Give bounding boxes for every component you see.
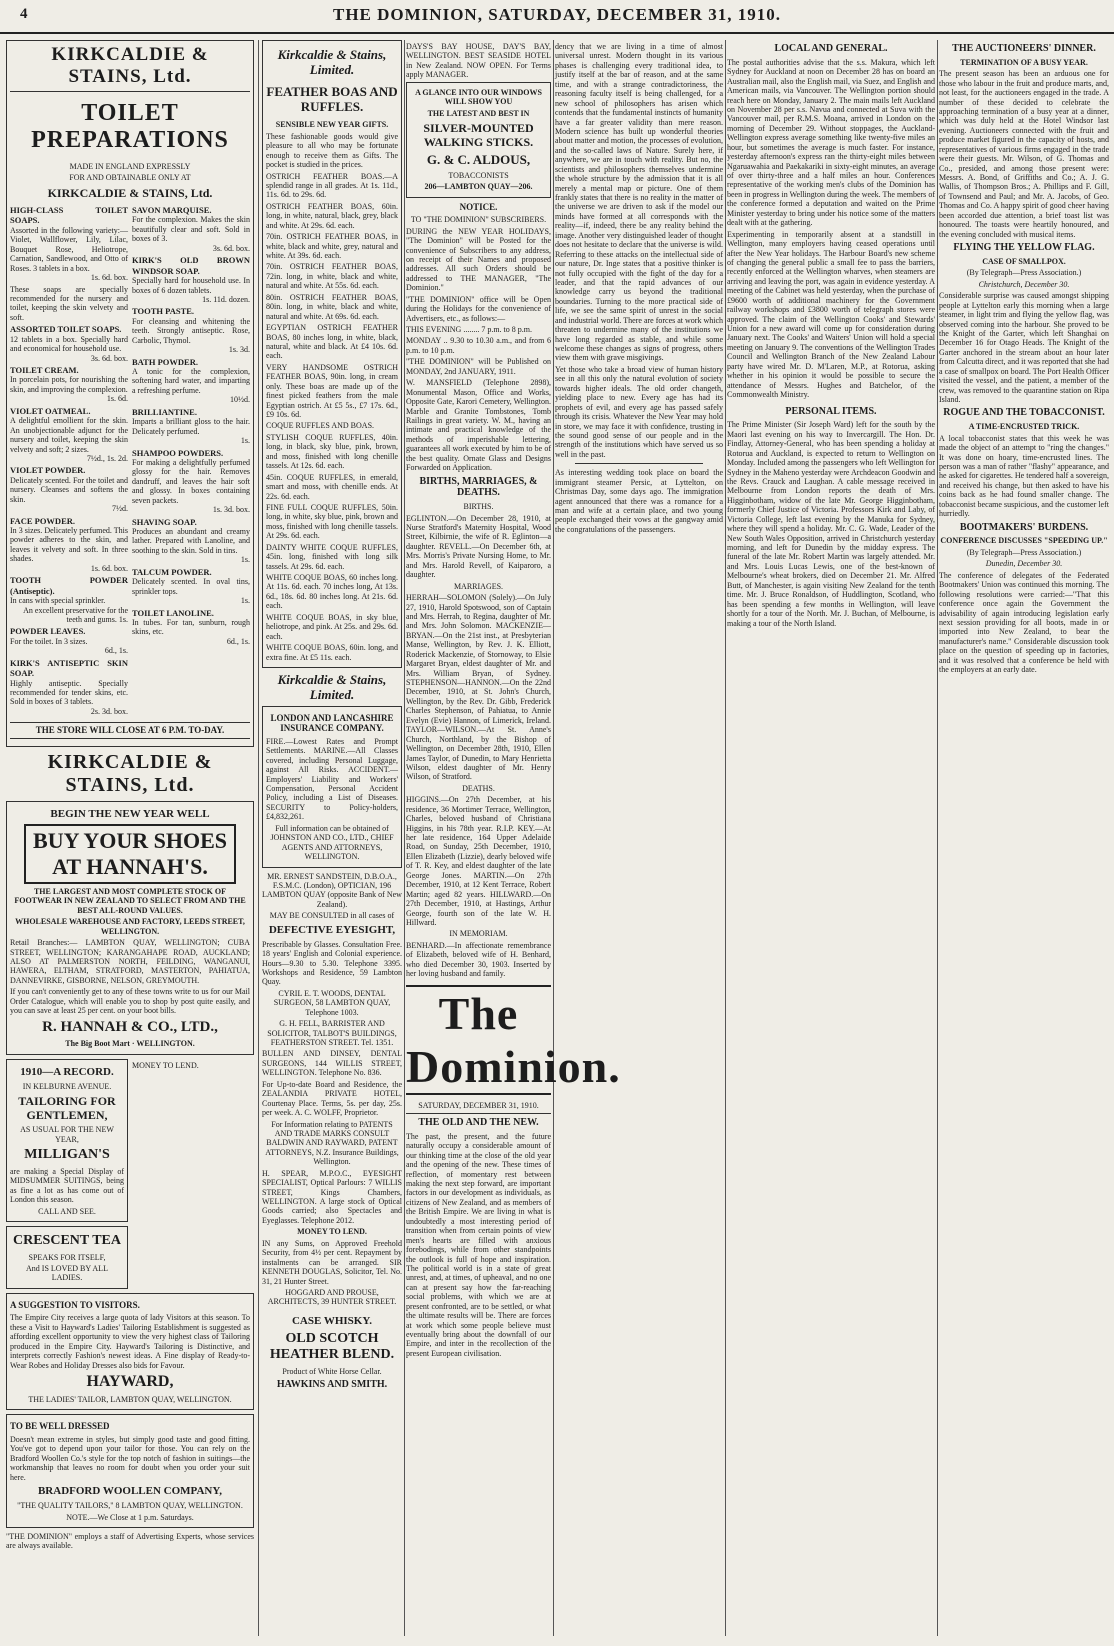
wedding-story: As interesting wedding took place on board the immigrant steamer Persic, at Lyttelton, on Christmas Day, some days ago. The immigration agent announced that there was a romance for a man and wife at a certain place, and two young people exchanged their vows at the gangway amid the congratulations of the passengers. bbox=[555, 468, 723, 534]
product-item bbox=[10, 575, 128, 624]
product-price: 1s. 6d. box. bbox=[90, 563, 128, 573]
section-heading-personal: PERSONAL ITEMS. bbox=[785, 405, 877, 417]
product-price: 1s. bbox=[240, 555, 250, 565]
ad-company: HAYWARD, bbox=[86, 1373, 174, 1391]
product-desc: Specially hard for household use. In boxes of 6 dozen tablets. bbox=[132, 276, 250, 295]
product-desc: In 3 sizes. Delicately perfumed. This powder adheres to the skin, and leaves it velvety and soft. In three shades. bbox=[10, 526, 128, 564]
hotel-ad: DAYS'S BAY HOUSE, DAY'S BAY, WELLINGTON. BEST SEASIDE HOTEL in New Zealand. NOW OPEN. For Terms apply MANAGER. bbox=[406, 42, 551, 80]
product-desc: A tonic for the complexion, softening hard water, and imparting a refreshing perfume. bbox=[132, 367, 250, 395]
ad-company: BRADFORD WOOLLEN COMPANY, bbox=[37, 1485, 223, 1498]
deaths-body: HIGGINS.—On 27th December, at his residence, 36 Mortimer Terrace, Wellington, Charles, beloved husband of Christiana Higgins, in his 78th year. R.I.P. KEY.—At her late residence, 164 Upper Adelaide Road, on Sunday, 25th December, 1910, Ellen Elizabeth (Lizzie), dearly beloved wife of T. R. Key, and eldest daughter of the late George Jones. MARTIN.—On 27th December, 1910, at 12 Kent Terrace, Robert Martin; aged 82 years. HILLWARD.—On 27th December, 1910, at Hastings, Arthur George, fourth son of the late W. H. Hillward. bbox=[406, 795, 551, 927]
product-price: 1s. 6d. box. bbox=[90, 273, 128, 283]
story-body: Considerable surprise was caused amongst shipping people at Lyttelton early this morning when a large steamer, in light trim and flying the yellow flag, was observed coming into the harbour. She proved to be the Knight of the Garter, which left Shanghai on December 16 for Otago Heads. The Knight of the Garter anchored in the stream about an hour later from Calcutta direct, and it was reported that she had a case of smallpox on board. The Port Health Officer visited the vessel, and the patient, a member of the crew, was removed to the quarantine station on Ripa Island. bbox=[939, 291, 1109, 405]
product-name: TOILET CREAM. bbox=[10, 365, 79, 376]
product-item bbox=[132, 357, 250, 405]
product-name: ASSORTED TOILET SOAPS. bbox=[10, 324, 122, 335]
editorial-body: The past, the present, and the future naturally occupy a considerable amount of our thinking time at the close of the old year and the opening of the new. These times of reflection, of momentary rest between making the next step forward, are important factors in our development as individuals, as citizens of New Zealand, and as members of the British Empire. We are living in what is undoubtedly a most interesting period of transition when from certain points of view men's hearts are filled with anxious forebodings, while from other standpoints the outlook is full of hope and inspiration. The political world is in a state of great unrest, and, at times, of upheaval, and no one can at present say how the far-reaching social problems, with which we are at present confronted, are to be settled, or what the ultimate results will be. There are forces at work which some people believe must eventually bring about the downfall of our Empire, and inter in the recollection of the present European civilisation. bbox=[406, 1131, 551, 1358]
patents-ad: For Information relating to PATENTS AND TRADE MARKS CONSULT BALDWIN AND RAYWARD, PATENT ATTORNEYS, N.Z. Insurance Buildings, Wellington. bbox=[265, 1119, 399, 1167]
dominion-note: "THE DOMINION" employs a staff of Advertising Experts, whose services are always available. bbox=[6, 1532, 254, 1551]
product-desc: Imparts a brilliant gloss to the hair. Delicately perfumed. bbox=[132, 417, 250, 436]
product-name: KIRK'S OLD BROWN WINDSOR SOAP. bbox=[132, 255, 250, 276]
product-item bbox=[10, 205, 128, 283]
local-news: Experimenting in temporarily absent at a standstill in Wellington, many employers having ceased operations until after the New Year holidays. The Harbour Board's new scheme of changing the general public a small fee to pass the barriers, recently enforced at the Wellington wharves, when steamers are arriving and leaving the port, was again in evidence yesterday. A meeting of the Cabinet was held yesterday, when the purchase of £9600 worth of additional machinery for the Government railway workshops and £3800 worth of telegraph stores were approved. The claim of the Wellington Cooks' and Stewards' Union for a new award will come up for consideration during January next. The Cooks' and Waiters' Union will hold a special meeting on January 9. The conventions of the Wellington Trades Council and Wellington Branch of the New Zealand Labour party have wired Mr. D. M'Laren, M.P., at Rotorua, asking whether in his opinion it would be possible to secure the attendance of Messrs. Hughes and Batchelor, of the Commonwealth Ministry. bbox=[727, 229, 935, 400]
whisky-company: HAWKINS AND SMITH. bbox=[276, 1379, 388, 1391]
product-desc: For making a delightfully perfumed glossy for the hair. Removes dandruff, and leaves the hair soft and glossy. In boxes containing seven packets. bbox=[132, 457, 250, 505]
boa-item: EGYPTIAN OSTRICH FEATHER BOAS, 80 inches long, in white, black, natural, white and black. At £4 10s. 6d. each. bbox=[266, 323, 398, 361]
product-name: VIOLET POWDER. bbox=[10, 465, 86, 476]
product-item bbox=[10, 658, 128, 717]
boa-item: WHITE COQUE BOAS, in sky blue, heliotrope, and pink. At 25s. and 29s. 6d. each. bbox=[266, 612, 398, 641]
product-name: TALCUM POWDER. bbox=[132, 566, 212, 577]
story-body: A local tobacconist states that this week he was made the object of an attempt to "ring the changes." It was done on hoary, time-encrusted lines. The person was a man of rather "flashy" appearance, and he asked for cigarettes. He tendered half a sovereign, and received his change, but then asked to have his coins back as he had found smaller change. The tobacconist became suspicious, and the customer left hurriedly. bbox=[939, 433, 1109, 519]
ad-heading: TAILORING FOR GENTLEMEN, bbox=[18, 1094, 116, 1123]
office-notice: "THE DOMINION" office will be Open during the Holidays for the convenience of Advertisers, etc., as follows:— bbox=[406, 294, 551, 323]
product-list-left bbox=[10, 203, 128, 718]
ad-heading: TO BE WELL DRESSED bbox=[10, 1421, 110, 1432]
optician-ad: MR. ERNEST SANDSTEIN, D.B.O.A., F.S.M.C. (London), OPTICIAN, 196 LAMBTON QUAY (opposite Bank of New Zealand). bbox=[262, 871, 402, 909]
product-price: 1s. 11d. dozen. bbox=[202, 294, 250, 304]
product-desc: For the toilet. In 3 sizes. bbox=[10, 636, 88, 646]
ad-brand: Kirkcaldie & Stains, Limited. bbox=[277, 47, 387, 78]
product-price: 1s. bbox=[240, 436, 250, 446]
hayward-ad bbox=[6, 1293, 254, 1411]
editorial-heading: THE OLD AND THE NEW. bbox=[406, 1113, 551, 1129]
whisky-heading: CASE WHISKY. bbox=[291, 1314, 373, 1327]
whisky-sub: Product of White Horse Cellar. bbox=[282, 1366, 382, 1376]
ad-sub: SENSIBLE NEW YEAR GIFTS. bbox=[275, 120, 389, 130]
ad-brand: Kirkcaldie & Stains, Limited. bbox=[277, 671, 387, 703]
ad-sub: And IS LOVED BY ALL LADIES. bbox=[26, 1263, 108, 1283]
product-name: FACE POWDER. bbox=[10, 515, 76, 526]
notice-body: DURING the NEW YEAR HOLIDAYS, "The Dominion" will be Posted for the convenience of Subscribers to any address, on receipt of their Names and proposed addresses. All such Orders should be addressed to THE MANAGER, "The Dominion." bbox=[406, 226, 551, 293]
ad-sub: NOTE.—We Close at 1 p.m. Saturdays. bbox=[66, 1512, 194, 1522]
product-desc: Assorted in the following variety:—Violet, Wallflower, Lily, Lilac, Bouquet Rose, Heliotrope, Carnation, Sandlewood, and Otto of Roses. 3 tablets in a box. bbox=[10, 225, 128, 273]
story-subheading: CONFERENCE DISCUSSES "SPEEDING UP." bbox=[940, 536, 1108, 546]
product-price: 7½d. bbox=[112, 504, 128, 514]
product-name: SHAVING SOAP. bbox=[132, 516, 197, 527]
notice-sub: TO "THE DOMINION" SUBSCRIBERS. bbox=[410, 215, 547, 225]
product-price: 6d., 1s. bbox=[226, 636, 250, 646]
boa-item: DAINTY WHITE COQUE RUFFLES, 45in. long, finished with long silk tassels. At 29s. 6d. each. bbox=[266, 542, 398, 571]
office-hours: THIS EVENING ........ 7 p.m. to 8 p.m. bbox=[406, 325, 532, 334]
product-price: 6d., 1s. bbox=[104, 646, 128, 656]
feather-boas-ad bbox=[262, 40, 402, 668]
ad-brand: KIRKCALDIE & STAINS, Ltd. bbox=[51, 44, 209, 87]
product-name: BATH POWDER. bbox=[132, 356, 198, 367]
column-1 bbox=[6, 40, 254, 1636]
ad-sub: CALL AND SEE. bbox=[38, 1206, 96, 1216]
ad-body: WHOLESALE WAREHOUSE AND FACTORY, LEEDS STREET, WELLINGTON. bbox=[15, 917, 245, 936]
ad-heading: A SUGGESTION TO VISITORS. bbox=[10, 1299, 140, 1310]
dominion-logo: The Dominion. bbox=[406, 985, 551, 1095]
ad-sub: THE LADIES' TAILOR, LAMBTON QUAY, WELLINGTON. bbox=[28, 1394, 232, 1404]
product-name: SHAMPOO POWDERS. bbox=[132, 447, 224, 458]
product-name: TOILET LANOLINE. bbox=[132, 607, 214, 618]
dentist-ad: BULLEN AND DINSEY, DENTAL SURGEONS, 144 WILLIS STREET, WELLINGTON. Telephone No. 836. bbox=[262, 1049, 402, 1078]
product-item bbox=[10, 365, 128, 404]
story-heading: FLYING THE YELLOW FLAG. bbox=[953, 242, 1095, 254]
architects-ad: HOGGARD AND PROUSE, ARCHITECTS, 39 HUNTER STREET. bbox=[267, 1287, 397, 1307]
ad-heading: BEGIN THE NEW YEAR WELL bbox=[50, 807, 210, 820]
product-item bbox=[132, 306, 250, 354]
memoriam-body: BENHARD.—In affectionate remembrance of Elizabeth, beloved wife of H. Benhard, who died December 30, 1903. Inserted by her loving husband and family. bbox=[406, 940, 551, 979]
product-desc: These soaps are specially recommended for the nursery and toilet, keeping the skin velvety and soft. bbox=[10, 284, 128, 322]
deaths-heading: DEATHS. bbox=[462, 783, 495, 793]
ad-body: Retail Branches:— LAMBTON QUAY, WELLINGTON; CUBA STREET, WELLINGTON; KARANGAHAPE ROAD, AUCKLAND; ALSO AT PALMERSTON NORTH, FEILDING, WANGANUI, HAWERA, ELTHAM, STRATFORD, MASTERTON, PAHIATUA, DANNEVIRKE, GISBORNE, NELSON, GREYMOUTH. bbox=[10, 938, 250, 985]
births-heading: BIRTHS. bbox=[463, 502, 494, 512]
product-desc: For the complexion. Makes the skin beautifully clear and soft. Sold in boxes of 3. bbox=[132, 215, 250, 244]
boa-item: 70in. OSTRICH FEATHER BOAS, in white, black and white, grey, natural and white. At 39s. 6d. each. bbox=[266, 232, 398, 260]
product-desc: Highly antiseptic. Specially recommended for tender skins, etc. Sold in boxes of 3 tablets. bbox=[10, 678, 128, 707]
ad-body: are making a Special Display of MIDSUMMER SUITINGS, being as fine a lot as has come out of London this season. bbox=[10, 1166, 124, 1205]
product-name: BRILLIANTINE. bbox=[132, 406, 197, 417]
ad-sub: AS USUAL FOR THE NEW YEAR, bbox=[20, 1125, 114, 1144]
hotel-ad: For Up-to-date Board and Residence, the ZEALANDIA PRIVATE HOTEL, Courtenay Place. Terms, 5s. per day, 25s. per week. A. C. WOLFF, Proprietor. bbox=[262, 1079, 402, 1118]
boa-item: COQUE RUFFLES AND BOAS. bbox=[266, 421, 375, 431]
money-to-lend-ad: MONEY TO LEND. bbox=[132, 1060, 199, 1070]
aldous-ad bbox=[406, 82, 551, 198]
crescent-tea-ad bbox=[6, 1226, 128, 1289]
story-subheading: CASE OF SMALLPOX. bbox=[982, 256, 1066, 266]
ad-company: MILLIGAN'S bbox=[24, 1147, 110, 1163]
editorial-continued: Yet those who take a broad view of human history see in all this only the natural evolution of society towards higher ideals. The old order changeth, yielding place to new. Every age has had its prophets of evil, and every age has passed safely through its crisis. Whatever the New Year may hold in store, we may face it with confidence, trusting in the sound good sense of our people and in the strength of the institutions which have served us so well in the past. bbox=[555, 364, 723, 459]
local-news: The postal authorities advise that the s.s. Makura, which left Sydney for Auckland at noon on December 28 has on board an Australian mail, also the English mail, via Suez, and English and American mails, via Vancouver. The Wellington portion should reach here on Monday, January 2. The main mails left Auckland on November 28 per s.s. Navua and connected at Suva with the Vancouver mail, per R.M.S. Moana, arrived in London on the morning of December 29. Without stoppages, the Auckland-Wellington express average something like twenty-five miles an hour, but sometimes the average is much faster. For instance, yesterday afternoon's express ran the thirty-eight miles between Ngaruawahia and Paekakariki in sixty-eight minutes, an average of over thirty-three and a half miles an hour. Conferences representative of the working men's clubs of the Dominion has been in progress in Wellington during the week. The members of the conference formed a deputation and waited on the Prime Minister yesterday to bring under his notice some of the matters dealt with at the gathering. bbox=[727, 57, 935, 228]
product-desc: For cleansing and whitening the teeth. Strongly antiseptic. Rose, Carbolic, Thymol. bbox=[132, 316, 250, 345]
product-list-right bbox=[132, 203, 250, 718]
optician-ad: Prescribable by Glasses. Consultation Free. 18 years' English and Colonial experience. Hours—9.30 to 5.30. Telephone 3395. Workshops and Residence, 59 Lambton Quay. bbox=[262, 939, 402, 987]
ad-body: The Empire City receives a large quota of lady Visitors at this season. To these a Visit to Hayward's Ladies' Tailoring Establishment is suggested as affording excellent opportunity to view the very highest class of Tailoring produced in the Empire City. Hayward's Tailoring is Distinctive, and interprets correctly Fashion's newest ideas. A Fine display of Ready-to-Wear Robes and Holiday Dresses also bids for Favour. bbox=[10, 1313, 250, 1370]
product-item bbox=[132, 517, 250, 565]
eyesight-ad: H. SPEAR, M.P.O.C., EYESIGHT SPECIALIST, Optical Parlours: 7 WILLIS STREET, Kings Chambers, WELLINGTON. A large stock of Optical Goods carried; also Spectacles and Eyeglasses. Telephone 2012. bbox=[262, 1168, 402, 1225]
ad-body: FIRE.—Lowest Rates and Prompt Settlements. MARINE.—All Classes covered, including Personal Luggage, against All Risks. ACCIDENT.—Employers' Liability and Workers' Compensation, Personal Accident Policy, including a List of Diseases. SECURITY to Policy-holders, £4,832,261. bbox=[266, 736, 398, 822]
ad-headline: SILVER-MOUNTED WALKING STICKS. bbox=[423, 121, 534, 150]
product-name: TOOTH POWDER (Antiseptic). bbox=[10, 575, 128, 596]
product-price: 3s. 6d. box. bbox=[90, 353, 128, 363]
store-hours-note: THE STORE WILL CLOSE AT 6 P.M. TO-DAY. bbox=[10, 722, 250, 739]
story-body: The present season has been an arduous one for those who labour in the fruit and produce marts, and, not least, for the auctioneers engaged in the trade. A number of these decided to celebrate the approaching termination of a busy year at a dinner, which was duly held at the Hotel Windsor last evening. Auctioneers connected with the fruit and produce market figured in the capacity of hosts, and representatives of various firms engaged in the trade were their guests. Mr. Wilson, of G. Thomas and Co., presided, and among those present were: Messrs. A. Bond, of Griffiths and Co.; A. J. G. Wallis, of Thompson Bros.; A. Phillips and F. Gill, of Townsend and Paul; and Mr. A. Jacobs, of Geo. Thomas and Co. A happy spirit of good cheer having been accorded due attention, a brief toast list was honoured. The toasts were heartily honoured, and the evening concluded with musical items. bbox=[939, 69, 1109, 239]
ad-brand-footer: KIRKCALDIE & STAINS, Ltd. bbox=[47, 750, 213, 796]
ad-footer: The Big Boot Mart · WELLINGTON. bbox=[65, 1039, 195, 1049]
story-body: The conference of delegates of the Federated Bootmakers' Union was continued this morning. The following resolutions were carried:—"That this conference once again the Government the advisability of again introducing legislation early next session providing for all boots, made in or imported into New Zealand, to bear the manufacturer's name." Considerable discussion took place on the question of speeding up in factories, and it was resolved that a conference be held with the employers at an early date. bbox=[939, 570, 1109, 675]
product-item bbox=[132, 255, 250, 304]
product-item bbox=[10, 516, 128, 574]
bradford-ad bbox=[6, 1414, 254, 1528]
product-desc: Delicately scented. For the toilet and nursery. Cleanses and softens the skin. bbox=[10, 475, 128, 504]
product-price: 2s. 3d. box. bbox=[90, 706, 128, 716]
ad-tagline: FOR AND OBTAINABLE ONLY AT bbox=[69, 173, 191, 183]
product-desc: In cans with special sprinkler. bbox=[10, 596, 106, 606]
story-source: (By Telegraph—Press Association.) bbox=[966, 547, 1082, 557]
product-price: 10½d. bbox=[230, 395, 250, 405]
product-item bbox=[132, 608, 250, 647]
ad-sub: TOBACCONISTS bbox=[448, 170, 509, 180]
ad-body: If you can't conveniently get to any of these towns write to us for our Mail Order Catalogue, which will enable you to shop by post quite easily, and you can save at least 25 per cent. on your boot bills. bbox=[10, 987, 250, 1016]
product-name: HIGH-CLASS TOILET SOAPS. bbox=[10, 205, 128, 226]
product-item bbox=[132, 448, 250, 515]
page-number: 4 bbox=[20, 6, 28, 22]
boa-item: OSTRICH FEATHER BOAS, 60in. long, in white, natural, black, grey, black and white. At 29s. 6d. each. bbox=[266, 201, 398, 230]
boa-item: 80in. OSTRICH FEATHER BOAS, 80in. long, in white, black and white, natural and white. At 69s. 6d. each. bbox=[266, 292, 398, 321]
product-name: SAVON MARQUISE. bbox=[132, 205, 212, 216]
product-price: 1s. 3d. bbox=[228, 345, 250, 355]
marriages-heading: MARRIAGES. bbox=[453, 581, 504, 591]
product-item bbox=[10, 406, 128, 464]
ad-sub: IN KELBURNE AVENUE. bbox=[22, 1081, 112, 1091]
whisky-brand: OLD SCOTCH HEATHER BLEND. bbox=[269, 1330, 395, 1363]
product-price: 1s. bbox=[240, 596, 250, 606]
story-heading: THE AUCTIONEERS' DINNER. bbox=[952, 43, 1096, 54]
column-3 bbox=[406, 40, 621, 1636]
product-name: POWDER LEAVES. bbox=[10, 626, 86, 637]
section-heading-local: LOCAL AND GENERAL. bbox=[774, 43, 888, 54]
ad-banner: BUY YOUR SHOES AT HANNAH'S. bbox=[24, 824, 236, 884]
ad-sub: A GLANCE INTO OUR WINDOWS WILL SHOW YOU bbox=[415, 87, 542, 107]
product-price: 7½d., 1s. 2d. bbox=[86, 453, 128, 463]
money-ad: IN any Sums, on Approved Freehold Security, from 4½ per cent. Repayment by instalments can be arranged. SIR KENNETH DOUGLAS, Solicitor, Tel. No. 31, 21 Hunter Street. bbox=[262, 1238, 402, 1286]
kirkcaldie-toilet-ad bbox=[6, 40, 254, 747]
product-item bbox=[10, 285, 128, 323]
column-2 bbox=[262, 40, 402, 1636]
story-source: (By Telegraph—Press Association.) bbox=[966, 268, 1082, 278]
product-item bbox=[132, 205, 250, 253]
column-4 bbox=[555, 40, 723, 1636]
boa-item: 45in. COQUE RUFFLES, in emerald, smart and moss, with chenille ends. At 22s. 6d. each. bbox=[266, 472, 398, 501]
dentist-ad: CYRIL E. T. WOODS, DENTAL SURGEON, 58 LAMBTON QUAY, Telephone 1003. bbox=[273, 988, 391, 1017]
product-name: KIRK'S ANTISEPTIC SKIN SOAP. bbox=[10, 657, 128, 679]
newspaper-title: THE DOMINION, SATURDAY, DECEMBER 31, 1910. bbox=[332, 5, 781, 24]
masthead bbox=[0, 0, 1114, 34]
ad-headline: FEATHER BOAS AND RUFFLES. bbox=[266, 83, 398, 114]
money-ad-heading: MONEY TO LEND. bbox=[297, 1227, 367, 1237]
memoriam-heading: IN MEMORIAM. bbox=[449, 929, 508, 939]
product-name: VIOLET OATMEAL. bbox=[10, 405, 91, 416]
ad-heading: 1910—A RECORD. bbox=[20, 1065, 114, 1078]
product-price: An excellent preservative for the teeth and gums. 1s. bbox=[23, 605, 128, 624]
ad-body: Doesn't mean extreme in styles, but simply good taste and good fitting. You've got to depend upon your tailor for those. You can rely on the Bradford Woollen Co.'s style for the top notch of fashion in suitings—the workmanship that leaves no room for doubt when you order your suit here. bbox=[10, 1435, 250, 1482]
story-subheading: A TIME-ENCRUSTED TRICK. bbox=[968, 422, 1080, 432]
product-desc: Delicately scented. In oval tins, sprinkler tops. bbox=[132, 577, 250, 596]
insurance-ad bbox=[262, 706, 402, 868]
births-body: EGLINTON.—On December 28, 1910, at Nurse Stratford's Maternity Hospital, Wood Street, Kilbirnie, the wife of R. Eglinton—a daughter. REVELL.—On December 6th, at Mrs. Morris's Private Nursing Home, to Mr. and Mrs. Harold Revell, of Kaiparoro, a daughter. bbox=[406, 513, 551, 580]
product-item bbox=[10, 324, 128, 363]
mason-ad: W. MANSFIELD (Telephone 2898), Monumental Mason, Office and Works, Opposite Gate, Karori Cemetery, Wellington. Marble and Granite Tombstones, Tomb Railings in great variety. W. M., having an intimate and practical knowledge of the methods of imperishable lettering, guarantees all work executed by him to be of the best quality. Ornate Glass and Designs Forwarded on Application. bbox=[406, 378, 551, 473]
ad-body: THE LARGEST AND MOST COMPLETE STOCK OF FOOTWEAR IN NEW ZEALAND TO SELECT FROM AND THE BEST ALL-ROUND VALUES. bbox=[14, 886, 246, 915]
boa-item: OSTRICH FEATHER BOAS.—A splendid range in all grades. At 1s. 11d., 11s. 6d. to 29s. 6d. bbox=[266, 171, 398, 200]
product-price: 1s. 6d. bbox=[106, 394, 128, 404]
product-item bbox=[10, 465, 128, 513]
column-6 bbox=[939, 40, 1109, 1636]
product-desc: A delightful emollient for the skin. An unobjectionable adjunct for the nursery and toilet, keeping the skin velvety and soft; 2 sizes. bbox=[10, 416, 128, 454]
product-price: 1s. 3d. box. bbox=[212, 505, 250, 515]
ad-brand-repeat: KIRKCALDIE & STAINS, Ltd. bbox=[47, 185, 213, 200]
editorial-continued: dency that we are living in a time of almost universal unrest. Modern thought in its various phases is challenging every traditional idea, to justify itself at the bar of reason, and at the same time, and with a strange contradictoriness, the reasoning faculty itself is being challenged, for a new school of philosophers has arisen which contends that the fundamental instincts of humanity have a far greater validity than mere reason. Modern science has built up wonderful theories about matter and motion, the processes of evolution, and the so-called laws of Nature. Surely here, if anywhere, we are in touch with reality. But no, the scientists and philosophers themselves undermine the whole structure by the admission that it is all merely a mental map or picture. One of them frankly states that there is no reality in the matter of the universe we are driven to ask if the model our minds have formed at all corresponds with the reality—if, indeed, there be any reality behind the image. Another very distinguished leader of thought does not hesitate to declare that the universe is wild. Referring to these attacks on the intellectual side of our nature, Dr. Inge states that a positive thinker is not fully occupied with the fight of the day for a leader, and that the rapid advances of our knowledge carry us beyond the traditional boundaries. Turning to the more practical side of life, we see the same spirit of unrest in the social and industrial world. There are forces at work which threaten to undermine many of the institutions we have long regarded as stable, and while some welcome these changes as signs of progress, others view them with grave misgivings. bbox=[555, 42, 724, 363]
product-desc: Produces an abundant and creamy lather. Prepared with Lanoline, and soothing to the skin. Sold in tins. bbox=[132, 527, 250, 555]
story-dateline: Dunedin, December 30. bbox=[985, 559, 1063, 569]
product-item bbox=[10, 626, 128, 655]
product-desc: In tubes. For tan, sunburn, rough skins, etc. bbox=[132, 617, 250, 637]
edition-date: SATURDAY, DECEMBER 31, 1910. bbox=[418, 1100, 539, 1110]
ad-body: Full information can be obtained of JOHNSTON AND CO., LTD., CHIEF AGENTS AND ATTORNEYS, WELLINGTON. bbox=[270, 823, 394, 862]
milligan-ad bbox=[6, 1059, 128, 1222]
ad-heading: LONDON AND LANCASHIRE INSURANCE COMPANY. bbox=[270, 712, 394, 734]
boa-item: WHITE COQUE BOAS, 60in. long, and extra fine. At £5 11s. each. bbox=[266, 643, 398, 662]
optician-ad: MAY BE CONSULTED in all cases of bbox=[269, 911, 395, 921]
ad-headline: TOILET PREPARATIONS bbox=[31, 100, 229, 153]
office-hours: MONDAY .. 9.30 to 10.30 a.m., and from 6 p.m. to 10 p.m. bbox=[406, 336, 551, 355]
hannah-shoes-ad bbox=[6, 801, 254, 1055]
product-price: 3s. 6d. box. bbox=[212, 243, 250, 253]
ad-body: These fashionable goods would give pleasure to all who may be fortunate enough to receive them as Gifts. The pocket is studied in the prices. bbox=[266, 131, 398, 170]
product-desc: In porcelain pots, for nourishing the skin, and improving the complexion. bbox=[10, 375, 128, 394]
ad-heading: CRESCENT TEA bbox=[12, 1233, 122, 1249]
optician-heading: DEFECTIVE EYESIGHT, bbox=[268, 923, 396, 936]
ad-company: R. HANNAH & CO., LTD., bbox=[42, 1018, 218, 1035]
bmd-heading: BIRTHS, MARRIAGES, & DEATHS. bbox=[419, 475, 538, 499]
notice-heading: NOTICE. bbox=[459, 201, 498, 212]
ad-tagline: MADE IN ENGLAND EXPRESSLY bbox=[69, 162, 191, 171]
boa-list bbox=[266, 172, 398, 662]
column-5 bbox=[727, 40, 935, 1636]
story-heading: BOOTMAKERS' BURDENS. bbox=[959, 521, 1089, 533]
boa-item: STYLISH COQUE RUFFLES, 40in. long, in black, sky blue, pink, brown, and moss, finished with long chenille tassels. At 12s. 6d. each. bbox=[266, 432, 398, 471]
ad-sub: 206—LAMBTON QUAY—206. bbox=[424, 182, 533, 192]
ad-sub: "THE QUALITY TAILORS," 8 LAMBTON QUAY, WELLINGTON. bbox=[17, 1501, 243, 1511]
boa-item: WHITE COQUE BOAS, 60 inches long. At 11s. 6d. each. 70 inches long, At 13s. 6d., 18s. 6d. 80 inches long. At 21s. 6d. each. bbox=[266, 573, 398, 611]
ad-sub: THE LATEST AND BEST IN bbox=[427, 108, 530, 118]
personal-news: The Prime Minister (Sir Joseph Ward) left for the south by the Maori last evening on his way to Invercargill. The Hon. Dr. Findlay, Attorney-General, who has been spending a holiday at Rotorua and Auckland, is expected to return to Wellington on Monday. Included among the passengers who left Wellington for Sydney in the Maheno yesterday were Archdeacon Goodwin and the Revs. Crauck and Laughan. A cable message received in Melbourne from London reports the death of Mrs. Higginbotham, widow of the late Mr. George Higginbotham, formerly Chief Justice of Victoria. Professors Kirk and Laby, of Victoria College, left last evening by the Manuka for Sydney, where they will spend a holiday. Mr. C. G. Wade, Leader of the New South Wales Opposition, arrived in Christchurch yesterday morning, and left for Dunedin by the midday express. The funeral of the late Mr. Robert Martin was largely attended. Mr. and Mrs. Louis Lucas Lewis, one of the best-known of Melbourne's wheat brokers, died on December 21. Mr. Alfred Butt, of Manchester, is again visiting New Zealand for the tenth time. Mr. J. Bruce Ronaldson, of Huddlington, Scotland, who has been spending a few months in Wellington, will leave shortly for a tour of the North. Mr. J. Buchan, of Melbourne, is making a tour of the North Island. bbox=[727, 420, 935, 628]
boa-item: 70in. OSTRICH FEATHER BOAS, 72in. long, in white, black and white, natural and white. At 55s. 6d. each. bbox=[266, 262, 398, 291]
product-name: TOOTH PASTE. bbox=[132, 306, 195, 317]
ad-sub: SPEAKS FOR ITSELF, bbox=[28, 1252, 106, 1262]
story-subheading: TERMINATION OF A BUSY YEAR. bbox=[960, 57, 1088, 67]
solicitor-ad: G. H. FELL, BARRISTER AND SOLICITOR, TALBOT'S BUILDINGS, FEATHERSTON STREET. Tel. 1351. bbox=[267, 1019, 397, 1048]
product-item bbox=[132, 407, 250, 446]
story-heading: ROGUE AND THE TOBACCONIST. bbox=[943, 407, 1105, 419]
ad-company: G. & C. ALDOUS, bbox=[426, 152, 531, 168]
publication-notice: "THE DOMINION" will be Published on MONDAY, 2nd JANUARY, 1911. bbox=[406, 357, 551, 376]
product-desc: 12 tablets in a box. Specially hard and economical for household use. bbox=[10, 334, 128, 354]
boa-item: VERY HANDSOME OSTRICH FEATHER BOAS, 90in. long, in cream only. These boas are made up of the finest picked feathers from the male Egyptian ostrich. At £5 5s., £7 17s. 6d., £9 10s. 6d. bbox=[266, 362, 398, 419]
boa-item: FINE FULL COQUE RUFFLES, 50in. long, in white, sky blue, pink, brown and moss, finished with long chenille tassels. At 29s. 6d. each. bbox=[266, 502, 398, 541]
marriages-body: HERRAH—SOLOMON (Solely).—On July 27, 1910, Harold Spotswood, son of Captain and Mrs. Herrah, to Regina, daughter of Mr. and Mrs. John Solomon. MACKENZIE—BRYAN.—On the 21st inst., at Presbyterian Manse, Wellington, by Rev. J. K. Elliott, Roderick Mackenzie, of Stornoway, to Elsie Margaret Bryan, eldest daughter of Mr. and Mrs. William Bryan, of Sydney. STEPHENSON—HANNON.—On the 22nd December, 1910, at St. John's Church, Wellington, by the Rev. Dr. Gibb, Frederick Charles Stephenson, of Pahiatua, to Annie Evelyn (Evie) Hannon, of Limerick, Ireland. TAYLOR—WILSON.—At St. Anne's Church, Northland, by the Bishop of Wellington, on December 28th, 1910, Ellen James Taylor, of Dunedin, to Mary Henrietta Wilson, eldest daughter of Mr. Henry Wilson, of Stratford. bbox=[406, 593, 551, 782]
product-item bbox=[132, 567, 250, 606]
story-dateline: Christchurch, December 30. bbox=[978, 279, 1070, 289]
